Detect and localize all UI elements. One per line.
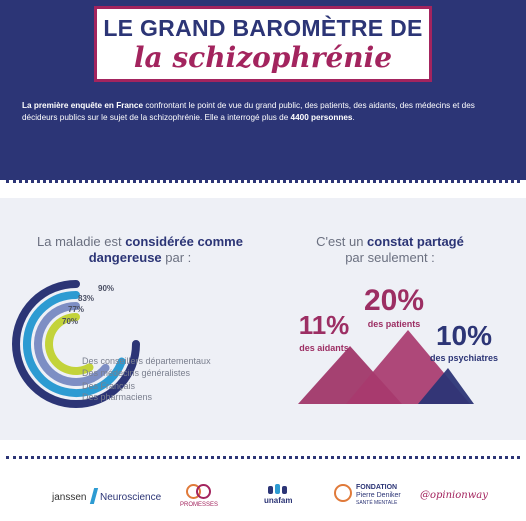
- stat-psychiatres-label: des psychiatres: [429, 353, 499, 363]
- stats-section: [0, 198, 526, 440]
- left-title-post: par :: [161, 250, 192, 265]
- legend-item-1: Des conseillers départementaux: [82, 356, 211, 366]
- title-box: [94, 6, 432, 82]
- stat-psychiatres-value: 10%: [435, 320, 493, 351]
- right-title-post: par seulement :: [345, 250, 435, 265]
- logo-pierre-deniker: Pierre Deniker: [356, 492, 401, 499]
- logo-promesses: PROMESSES: [180, 502, 219, 508]
- stat-patients-label: des patients: [367, 319, 421, 329]
- promesses-logo-icon: [186, 484, 210, 498]
- right-panel-title: [290, 234, 490, 266]
- janssen-mark-icon: [90, 488, 98, 504]
- logo-sante-mentale: SANTÉ MENTALE: [356, 500, 398, 506]
- pct-label-2: 83%: [78, 294, 95, 303]
- left-title-bold: considérée comme dangereuse: [88, 234, 243, 265]
- stat-aidants-label: des aidants: [299, 343, 349, 353]
- legend-item-3: Des Français: [82, 381, 136, 391]
- stat-aidants-value: 11%: [298, 310, 350, 340]
- stat-patients-value: 20%: [363, 284, 425, 317]
- logo-unafam: unafam: [264, 496, 293, 505]
- legend-item-4: Des pharmaciens: [82, 392, 153, 402]
- logo-janssen: janssen: [52, 492, 87, 503]
- dotted-divider-top: [6, 180, 520, 183]
- left-panel-title: [20, 234, 260, 266]
- intro-bold: La première enquête en France: [22, 101, 144, 110]
- partner-logos: [0, 484, 526, 514]
- pct-label-3: 77%: [68, 305, 85, 314]
- fondation-logo-icon: [334, 484, 352, 502]
- page-subtitle: la schizophrénie: [133, 41, 393, 74]
- intro-body: confrontant le point de vue du grand public, des patients, des aidants, des médecins et des décideurs publics sur le sujet de la schizophrénie. Elle a interrogé plus de: [22, 101, 475, 122]
- legend-item-2: Des médecins généralistes: [82, 368, 191, 378]
- pct-label-1: 90%: [98, 284, 115, 293]
- logo-fondation: FONDATION: [356, 484, 398, 491]
- unafam-logo-icon: [268, 484, 290, 494]
- intro-end: .: [352, 113, 355, 122]
- intro-text: [22, 100, 508, 124]
- page-title: LE GRAND BAROMÈTRE DE: [103, 15, 423, 41]
- right-title-bold: constat partagé: [367, 234, 464, 249]
- left-title-pre: La maladie est: [37, 234, 126, 249]
- header-band: [0, 0, 526, 180]
- logo-neuroscience: Neuroscience: [100, 492, 162, 503]
- right-title-pre: C'est un: [316, 234, 368, 249]
- intro-count: 4400 personnes: [290, 113, 353, 122]
- dotted-divider-bottom: [6, 456, 520, 459]
- logo-opinionway: @opinionway: [420, 490, 488, 501]
- pct-label-4: 70%: [62, 317, 79, 326]
